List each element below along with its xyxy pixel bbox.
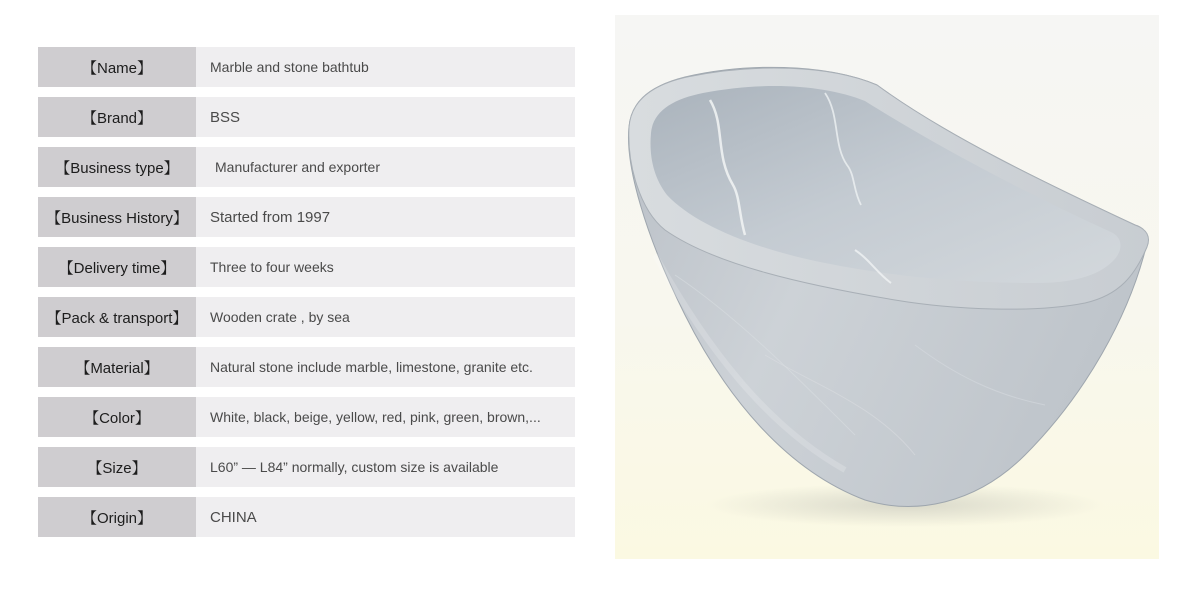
spec-value: Manufacturer and exporter <box>196 147 575 187</box>
spec-value: CHINA <box>196 497 575 537</box>
spec-label: 【Size】 <box>38 447 196 487</box>
spec-row-brand <box>38 97 575 137</box>
spec-value: L60” — L84” normally, custom size is available <box>196 447 575 487</box>
spec-row-material <box>38 347 575 387</box>
spec-value: Marble and stone bathtub <box>196 47 575 87</box>
spec-value: BSS <box>196 97 575 137</box>
spec-value: White, black, beige, yellow, red, pink, green, brown,... <box>196 397 575 437</box>
spec-row-delivery-time <box>38 247 575 287</box>
spec-label: 【Pack & transport】 <box>38 297 196 337</box>
spec-row-size <box>38 447 575 487</box>
bathtub-image <box>615 15 1159 559</box>
spec-label: 【Origin】 <box>38 497 196 537</box>
spec-row-business-history <box>38 197 575 237</box>
spec-row-business-type <box>38 147 575 187</box>
spec-row-name <box>38 47 575 87</box>
spec-value: Wooden crate , by sea <box>196 297 575 337</box>
spec-label: 【Color】 <box>38 397 196 437</box>
spec-row-color <box>38 397 575 437</box>
spec-label: 【Brand】 <box>38 97 196 137</box>
spec-value: Natural stone include marble, limestone, granite etc. <box>196 347 575 387</box>
spec-table <box>38 47 575 547</box>
spec-label: 【Delivery time】 <box>38 247 196 287</box>
spec-row-origin <box>38 497 575 537</box>
spec-label: 【Business type】 <box>38 147 196 187</box>
spec-row-pack-transport <box>38 297 575 337</box>
spec-label: 【Name】 <box>38 47 196 87</box>
spec-label: 【Business History】 <box>38 197 196 237</box>
product-photo <box>615 15 1159 559</box>
spec-value: Three to four weeks <box>196 247 575 287</box>
spec-label: 【Material】 <box>38 347 196 387</box>
spec-value: Started from 1997 <box>196 197 575 237</box>
